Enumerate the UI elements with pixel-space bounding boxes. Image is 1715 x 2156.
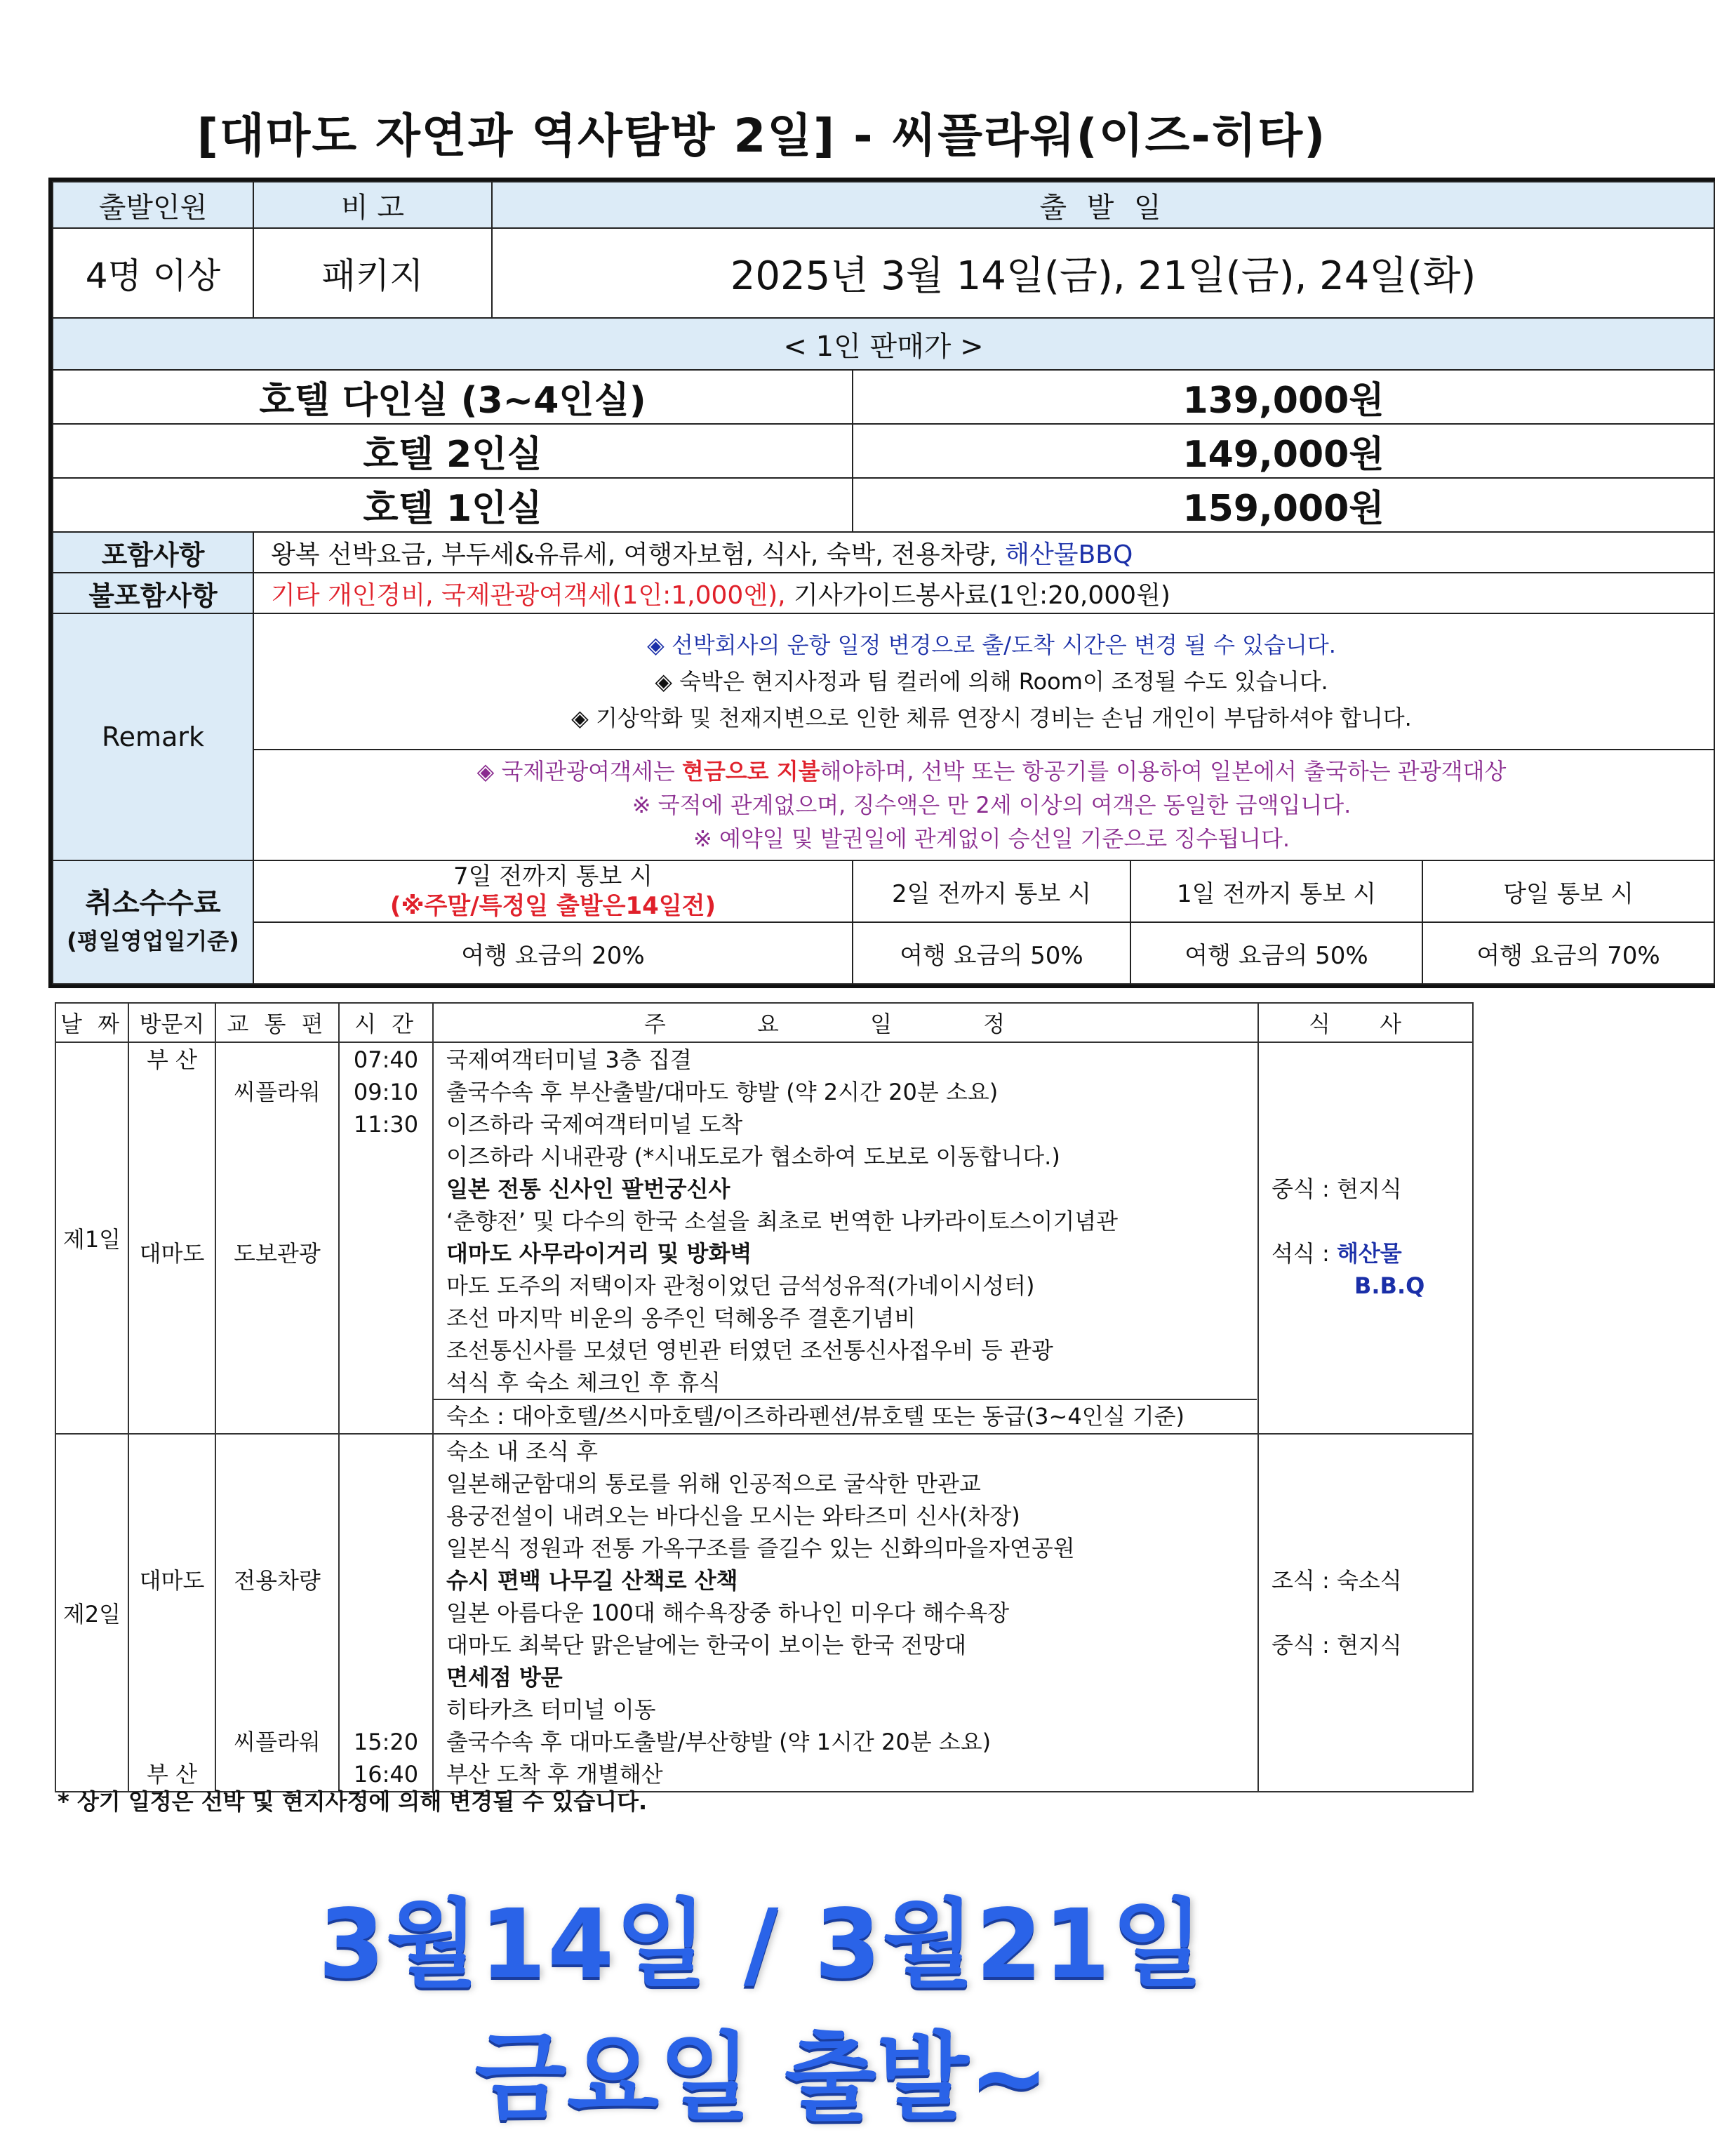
itinerary-item: 일본식 정원과 전통 가옥구조를 즐길수 있는 신화의마을자연공원 bbox=[446, 1535, 1075, 1562]
tax-notes bbox=[253, 750, 1714, 860]
summary-row bbox=[53, 228, 1714, 318]
remark-line: ◈ 기상악화 및 천재지변으로 인한 체류 연장시 경비는 손님 개인이 부담하셔야 합니다. bbox=[571, 705, 1412, 731]
day1-row bbox=[55, 1042, 1473, 1434]
time: 07:40 bbox=[353, 1046, 419, 1073]
tax-line: ※ 국적에 관계없으며, 징수액은 만 2세 이상의 여객은 동일한 금액입니다. bbox=[632, 792, 1352, 818]
promo-departure: 금요일 출발~ bbox=[474, 2023, 1049, 2134]
col-date: 날 짜 bbox=[55, 1003, 128, 1042]
cancel-fee: 여행 요금의 70% bbox=[1422, 922, 1714, 984]
excluded-items: 기사가이드봉사료(1인:20,000원) bbox=[785, 580, 1170, 610]
time: 15:20 bbox=[353, 1729, 419, 1755]
included-highlight: 해산물BBQ bbox=[1005, 540, 1133, 569]
transport: 전용차량 bbox=[234, 1567, 321, 1594]
tour-info-table bbox=[52, 181, 1715, 985]
itinerary-item: 출국수속 후 부산출발/대마도 향발 (약 2시간 20분 소요) bbox=[446, 1079, 999, 1105]
excluded-label: 불포함사항 bbox=[53, 573, 253, 613]
price-row bbox=[53, 370, 1714, 424]
cancel-fee: 여행 요금의 20% bbox=[253, 922, 853, 984]
participants-value: 4명 이상 bbox=[53, 228, 253, 318]
participants-header: 출발인원 bbox=[53, 182, 253, 228]
remark-header: 비 고 bbox=[253, 182, 492, 228]
itinerary-item: 일본 전통 신사인 팔번궁신사 bbox=[446, 1176, 730, 1202]
day2-times bbox=[339, 1434, 433, 1792]
tax-notes-row bbox=[53, 750, 1714, 860]
day1-meals bbox=[1258, 1042, 1473, 1434]
cancel-fee: 여행 요금의 50% bbox=[853, 922, 1130, 984]
col-meal: 식 사 bbox=[1258, 1003, 1473, 1042]
col-place: 방문지 bbox=[128, 1003, 215, 1042]
itinerary-item: 이즈하라 시내관광 (*시내도로가 협소하여 도보로 이동합니다.) bbox=[446, 1143, 1060, 1170]
col-transport: 교 통 편 bbox=[215, 1003, 339, 1042]
room-price: 149,000원 bbox=[853, 424, 1714, 478]
departure-dates: 2025년 3월 14일(금), 21일(금), 24일(화) bbox=[492, 228, 1714, 318]
cancel-label bbox=[53, 860, 253, 984]
meal-dinner bbox=[1272, 1237, 1472, 1270]
cancel-col2-head: 2일 전까지 통보 시 bbox=[853, 860, 1130, 922]
itinerary-item: 숙소 내 조식 후 bbox=[446, 1438, 598, 1465]
place: 대마도 bbox=[139, 1240, 205, 1267]
day1-itinerary bbox=[433, 1042, 1258, 1434]
time: 09:10 bbox=[353, 1079, 419, 1105]
meal-lunch: 중식 : 현지식 bbox=[1272, 1632, 1402, 1658]
day2-places bbox=[128, 1434, 215, 1792]
cancel-col1 bbox=[253, 860, 853, 922]
cancel-fee-row bbox=[53, 922, 1714, 984]
remark-line: ◈ 선박회사의 운항 일정 변경으로 출/도착 시간은 변경 될 수 있습니다. bbox=[647, 632, 1336, 658]
time: 11:30 bbox=[353, 1111, 419, 1138]
meal-dinner-bbq: B.B.Q bbox=[1354, 1272, 1425, 1299]
itinerary-item: 마도 도주의 저택이자 관청이었던 금석성유적(가네이시성터) bbox=[446, 1272, 1035, 1299]
itinerary-item: 국제여객터미널 3층 집결 bbox=[446, 1046, 692, 1073]
tax-line-a: ◈ 국제관광여객세는 bbox=[476, 758, 682, 785]
itinerary-item: 석식 후 숙소 체크인 후 휴식 bbox=[446, 1369, 721, 1396]
day1-label: 제1일 bbox=[55, 1042, 128, 1434]
itinerary-item: 일본 아름다운 100대 해수욕장중 하나인 미우다 해수욕장 bbox=[446, 1599, 1010, 1626]
cancel-col4-head: 당일 통보 시 bbox=[1422, 860, 1714, 922]
day2-label: 제2일 bbox=[55, 1434, 128, 1792]
included-row bbox=[53, 532, 1714, 573]
page-title: [대마도 자연과 역사탐방 2일] - 씨플라워(이즈-히타) bbox=[196, 109, 1327, 163]
cancel-col3-head: 1일 전까지 통보 시 bbox=[1130, 860, 1422, 922]
day2-transport bbox=[215, 1434, 339, 1792]
included-text bbox=[253, 532, 1714, 573]
price-row bbox=[53, 478, 1714, 532]
day1-places bbox=[128, 1042, 215, 1434]
itinerary-item: 히타카츠 터미널 이동 bbox=[446, 1696, 656, 1723]
itinerary-item: 슈시 편백 나무길 산책로 산책 bbox=[446, 1567, 738, 1594]
itinerary-item: 부산 도착 후 개별해산 bbox=[446, 1761, 663, 1788]
col-time: 시 간 bbox=[339, 1003, 433, 1042]
cancel-fee: 여행 요금의 50% bbox=[1130, 922, 1422, 984]
room-price: 159,000원 bbox=[853, 478, 1714, 532]
itinerary-item: 대마도 최북단 맑은날에는 한국이 보이는 한국 전망대 bbox=[446, 1632, 967, 1658]
excluded-row bbox=[53, 573, 1714, 613]
transport: 씨플라워 bbox=[234, 1079, 321, 1105]
day1-transport bbox=[215, 1042, 339, 1434]
cancel-header-row bbox=[53, 860, 1714, 922]
cancel-col1-sub: (※주말/특정일 출발은14일전) bbox=[389, 892, 716, 920]
itinerary-item: 용궁전설이 내려오는 바다신을 모시는 와타즈미 신사(차장) bbox=[446, 1503, 1020, 1529]
remark-label: Remark bbox=[53, 613, 253, 860]
tax-line-c: 해야하며, 선박 또는 항공기를 이용하여 일본에서 출국하는 관광객대상 bbox=[820, 758, 1507, 785]
included-label: 포함사항 bbox=[53, 532, 253, 573]
col-itinerary: 주 요 일 정 bbox=[433, 1003, 1258, 1042]
price-band: < 1인 판매가 > bbox=[53, 318, 1714, 370]
cancel-title: 취소수수료 bbox=[85, 887, 221, 919]
itinerary-item: 면세점 방문 bbox=[446, 1664, 563, 1691]
cancel-col1-head: 7일 전까지 통보 시 bbox=[453, 863, 653, 891]
tax-line bbox=[269, 754, 1714, 788]
included-items: 왕복 선박요금, 부두세&유류세, 여행자보험, 식사, 숙박, 전용차량, bbox=[271, 540, 1006, 569]
place: 부 산 bbox=[147, 1761, 197, 1788]
remark-notes bbox=[253, 613, 1714, 750]
meal-lunch: 중식 : 현지식 bbox=[1272, 1176, 1402, 1202]
itinerary-item: 대마도 사무라이거리 및 방화벽 bbox=[446, 1240, 752, 1267]
remark-row bbox=[53, 613, 1714, 750]
schedule-header-row bbox=[55, 1003, 1473, 1042]
room-type: 호텔 1인실 bbox=[53, 478, 853, 532]
price-row bbox=[53, 424, 1714, 478]
schedule-table bbox=[55, 1002, 1474, 1792]
day2-meals bbox=[1258, 1434, 1473, 1792]
meal-dinner-label: 석식 : bbox=[1272, 1240, 1337, 1267]
day2-row bbox=[55, 1434, 1473, 1792]
room-type: 호텔 다인실 (3~4인실) bbox=[53, 370, 853, 424]
itinerary-item: 조선통신사를 모셨던 영빈관 터였던 조선통신사접우비 등 관광 bbox=[446, 1337, 1053, 1364]
time: 16:40 bbox=[353, 1761, 419, 1788]
tax-cash: 현금으로 지불 bbox=[681, 758, 820, 785]
meal-dinner-value: 해산물 bbox=[1336, 1240, 1402, 1267]
place: 부 산 bbox=[147, 1046, 197, 1073]
summary-header-row bbox=[53, 182, 1714, 228]
itinerary-item: 일본해군함대의 통로를 위해 인공적으로 굴삭한 만관교 bbox=[446, 1470, 981, 1497]
transport: 씨플라워 bbox=[234, 1729, 321, 1755]
tax-line: ※ 예약일 및 발권일에 관계없이 승선일 기준으로 징수됩니다. bbox=[693, 825, 1290, 852]
promo-dates: 3월14일 / 3월21일 bbox=[318, 1889, 1206, 2000]
meal-breakfast: 조식 : 숙소식 bbox=[1272, 1567, 1402, 1594]
itinerary-item: 이즈하라 국제여객터미널 도착 bbox=[446, 1111, 743, 1138]
cancel-sublabel: (평일영업일기준) bbox=[67, 928, 239, 954]
room-price: 139,000원 bbox=[853, 370, 1714, 424]
package-value: 패키지 bbox=[253, 228, 492, 318]
excluded-items-red: 기타 개인경비, 국제관광여객세(1인:1,000엔), bbox=[271, 580, 786, 610]
lodging: 숙소 : 대아호텔/쓰시마호텔/이즈하라펜션/뷰호텔 또는 동급(3~4인실 기준) bbox=[434, 1399, 1257, 1432]
room-type: 호텔 2인실 bbox=[53, 424, 853, 478]
day1-times bbox=[339, 1042, 433, 1434]
day2-itinerary bbox=[433, 1434, 1258, 1792]
remark-line: ◈ 숙박은 현지사정과 팀 컬러에 의해 Room이 조정될 수도 있습니다. bbox=[655, 668, 1328, 695]
transport: 도보관광 bbox=[234, 1240, 321, 1267]
schedule-note: * 상기 일정은 선박 및 현지사정에 의해 변경될 수 있습니다. bbox=[58, 1788, 648, 1815]
departure-header: 출 발 일 bbox=[492, 182, 1714, 228]
place: 대마도 bbox=[139, 1567, 205, 1594]
itinerary-item: 조선 마지막 비운의 옹주인 덕혜옹주 결혼기념비 bbox=[446, 1305, 916, 1331]
itinerary-item: 출국수속 후 대마도출발/부산향발 (약 1시간 20분 소요) bbox=[446, 1729, 992, 1755]
itinerary-item: ‘춘향전’ 및 다수의 한국 소설을 최초로 번역한 나카라이토스이기념관 bbox=[446, 1208, 1119, 1235]
excluded-text bbox=[253, 573, 1714, 613]
